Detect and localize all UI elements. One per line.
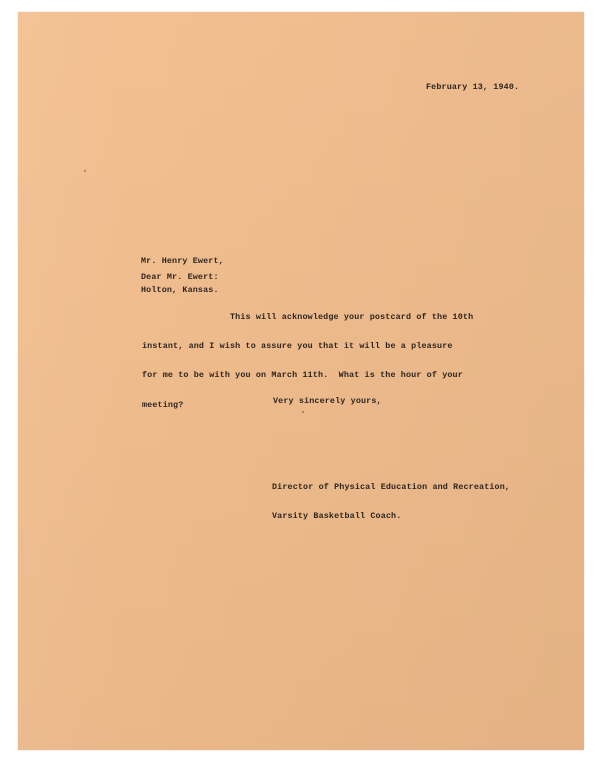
signature-block (272, 464, 510, 539)
letter-page (18, 12, 584, 750)
body-line: This will acknowledge your postcard of the 10th (230, 311, 474, 322)
body-line: meeting? (142, 399, 184, 410)
closing: Very sincerely yours, (273, 396, 382, 406)
body-line: instant, and I wish to assure you that it will be a pleasure (142, 341, 453, 352)
letter-body (142, 294, 473, 428)
signature-title: Director of Physical Education and Recreation, (272, 481, 511, 492)
letter-date: February 13, 1940. (426, 82, 520, 92)
body-line: for me to be with you on March 11th. What is the hour of your (142, 370, 463, 381)
recipient-name: Mr. Henry Ewert, (141, 255, 224, 266)
signature-subtitle: Varsity Basketball Coach. (272, 511, 402, 522)
paper-speck (84, 170, 86, 172)
salutation: Dear Mr. Ewert: (141, 272, 219, 282)
recipient-city: Holton, Kansas. (141, 285, 219, 296)
paper-speck (302, 411, 304, 413)
